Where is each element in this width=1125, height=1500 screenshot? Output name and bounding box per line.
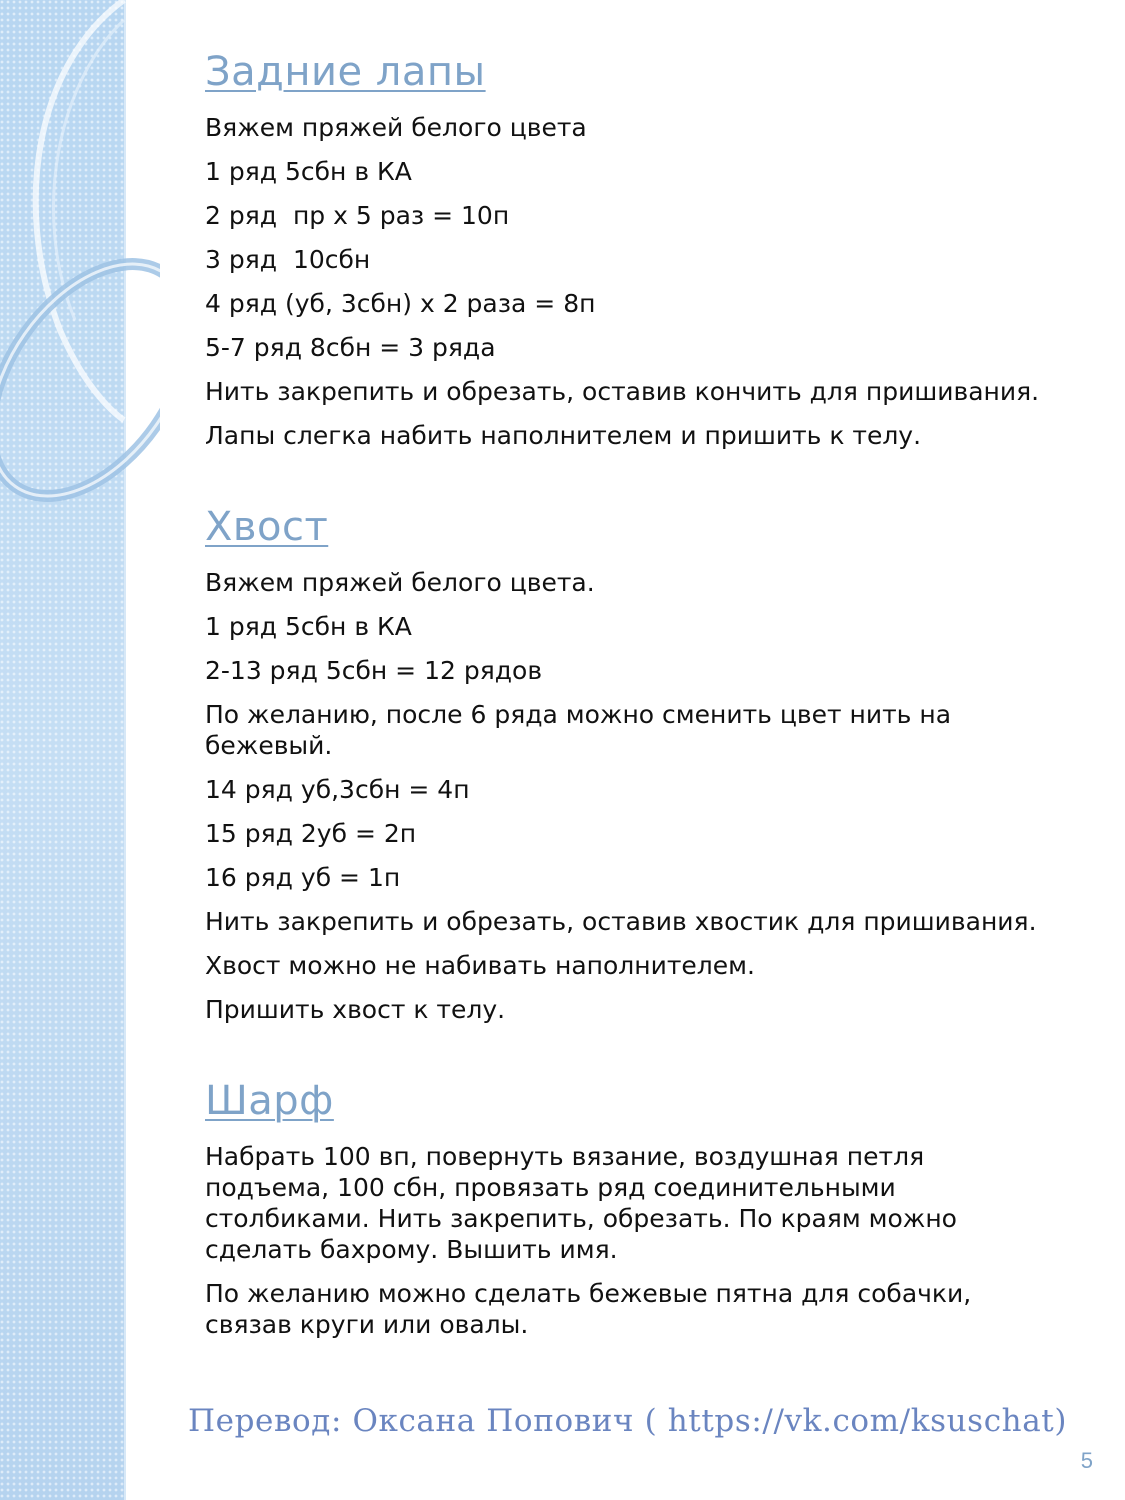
text-line: 2-13 ряд 5сбн = 12 рядов (205, 656, 543, 685)
text-line: 2 ряд пр х 5 раз = 10п (205, 201, 510, 230)
text-line: 1 ряд 5сбн в КА (205, 157, 412, 186)
text-line: Хвост можно не набивать наполнителем. (205, 951, 755, 980)
text-line: Пришить хвост к телу. (205, 995, 506, 1024)
decorative-side-band (0, 0, 126, 1500)
text-line: 4 ряд (уб, 3сбн) х 2 раза = 8п (205, 289, 596, 318)
page-number: 5 (1080, 1448, 1093, 1473)
text-line: Вяжем пряжей белого цвета. (205, 568, 595, 597)
text-line: 15 ряд 2уб = 2п (205, 819, 417, 848)
text-line: Нить закрепить и обрезать, оставив хвостик для пришивания. (205, 907, 1037, 936)
text-line: 5-7 ряд 8сбн = 3 ряда (205, 333, 496, 362)
section-title: Задние лапы (205, 49, 486, 95)
text-line: Лапы слегка набить наполнителем и пришить к телу. (205, 421, 922, 450)
section-hind-legs (205, 40, 1075, 451)
decorative-swirl (0, 0, 160, 700)
text-paragraph: По желанию, после 6 ряда можно сменить цвет нить на бежевый. (205, 700, 952, 760)
text-line: 3 ряд 10сбн (205, 245, 371, 274)
text-line: Нить закрепить и обрезать, оставив кончить для пришивания. (205, 377, 1040, 406)
text-paragraph: Набрать 100 вп, повернуть вязание, воздушная петля подъема, 100 сбн, провязать ряд соединительными столбиками. Нить закрепить, обрезать. По краям можно сделать бахрому. Вышить имя. (205, 1142, 957, 1264)
text-line: 1 ряд 5сбн в КА (205, 612, 412, 641)
text-line: 16 ряд уб = 1п (205, 863, 401, 892)
section-title: Хвост (205, 504, 329, 550)
text-line: Вяжем пряжей белого цвета (205, 113, 587, 142)
translation-credit: Перевод: Оксана Попович ( https://vk.com/ksuschat) (188, 1403, 1068, 1439)
text-line: 14 ряд уб,3сбн = 4п (205, 775, 470, 804)
section-scarf (205, 1069, 1075, 1340)
section-tail (205, 495, 1075, 1025)
document-content (205, 40, 1075, 1384)
text-paragraph: По желанию можно сделать бежевые пятна для собачки, связав круги или овалы. (205, 1279, 972, 1339)
section-title: Шарф (205, 1078, 334, 1124)
